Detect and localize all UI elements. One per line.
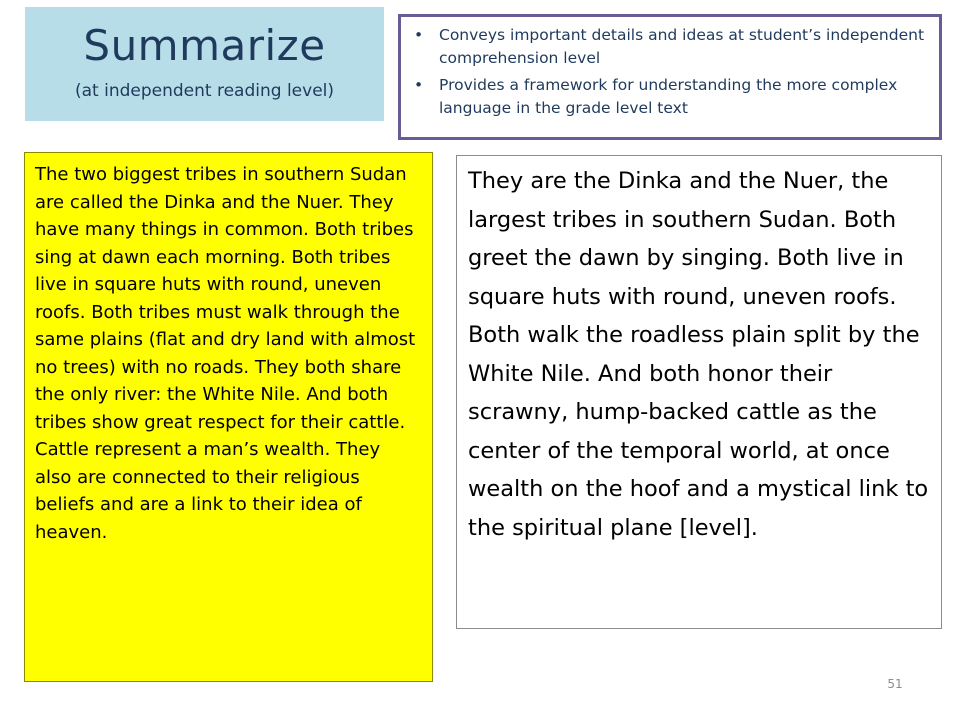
list-item xyxy=(411,24,931,70)
list-item-text: Conveys important details and ideas at student’s independent comprehension level xyxy=(439,26,925,67)
bullet-icon: • xyxy=(414,26,424,44)
original-text-box xyxy=(456,155,942,629)
criteria-box xyxy=(398,14,942,140)
summary-text-box xyxy=(24,152,433,682)
page-number: 51 xyxy=(887,677,903,691)
original-text: They are the Dinka and the Nuer, the largest tribes in southern Sudan. Both greet the dawn by singing. Both live in square huts with round, uneven roofs. Both walk the roadless plain split by the White Nile. And both honor their scrawny, hump-backed cattle as the center of the temporal world, at once wealth on the hoof and a mystical link to the spiritual plane [level]. xyxy=(468,168,929,541)
bullet-icon: • xyxy=(414,76,424,94)
slide-subtitle: (at independent reading level) xyxy=(74,81,335,101)
title-box xyxy=(25,7,384,121)
list-item xyxy=(411,74,931,120)
slide-title: Summarize xyxy=(83,21,326,70)
criteria-list xyxy=(411,24,931,120)
summary-text: The two biggest tribes in southern Sudan are called the Dinka and the Nuer. They have many things in common. Both tribes sing at dawn each morning. Both tribes live in square huts with round, uneven roofs. Both tribes must walk through the same plains (flat and dry land with almost no trees) with no roads. They both share the only river: the White Nile. And both tribes show great respect for their cattle. Cattle represent a man’s wealth. They also are connected to their religious beliefs and are a link to their idea of heaven. xyxy=(35,164,416,543)
list-item-text: Provides a framework for understanding the more complex language in the grade level text xyxy=(439,76,898,117)
